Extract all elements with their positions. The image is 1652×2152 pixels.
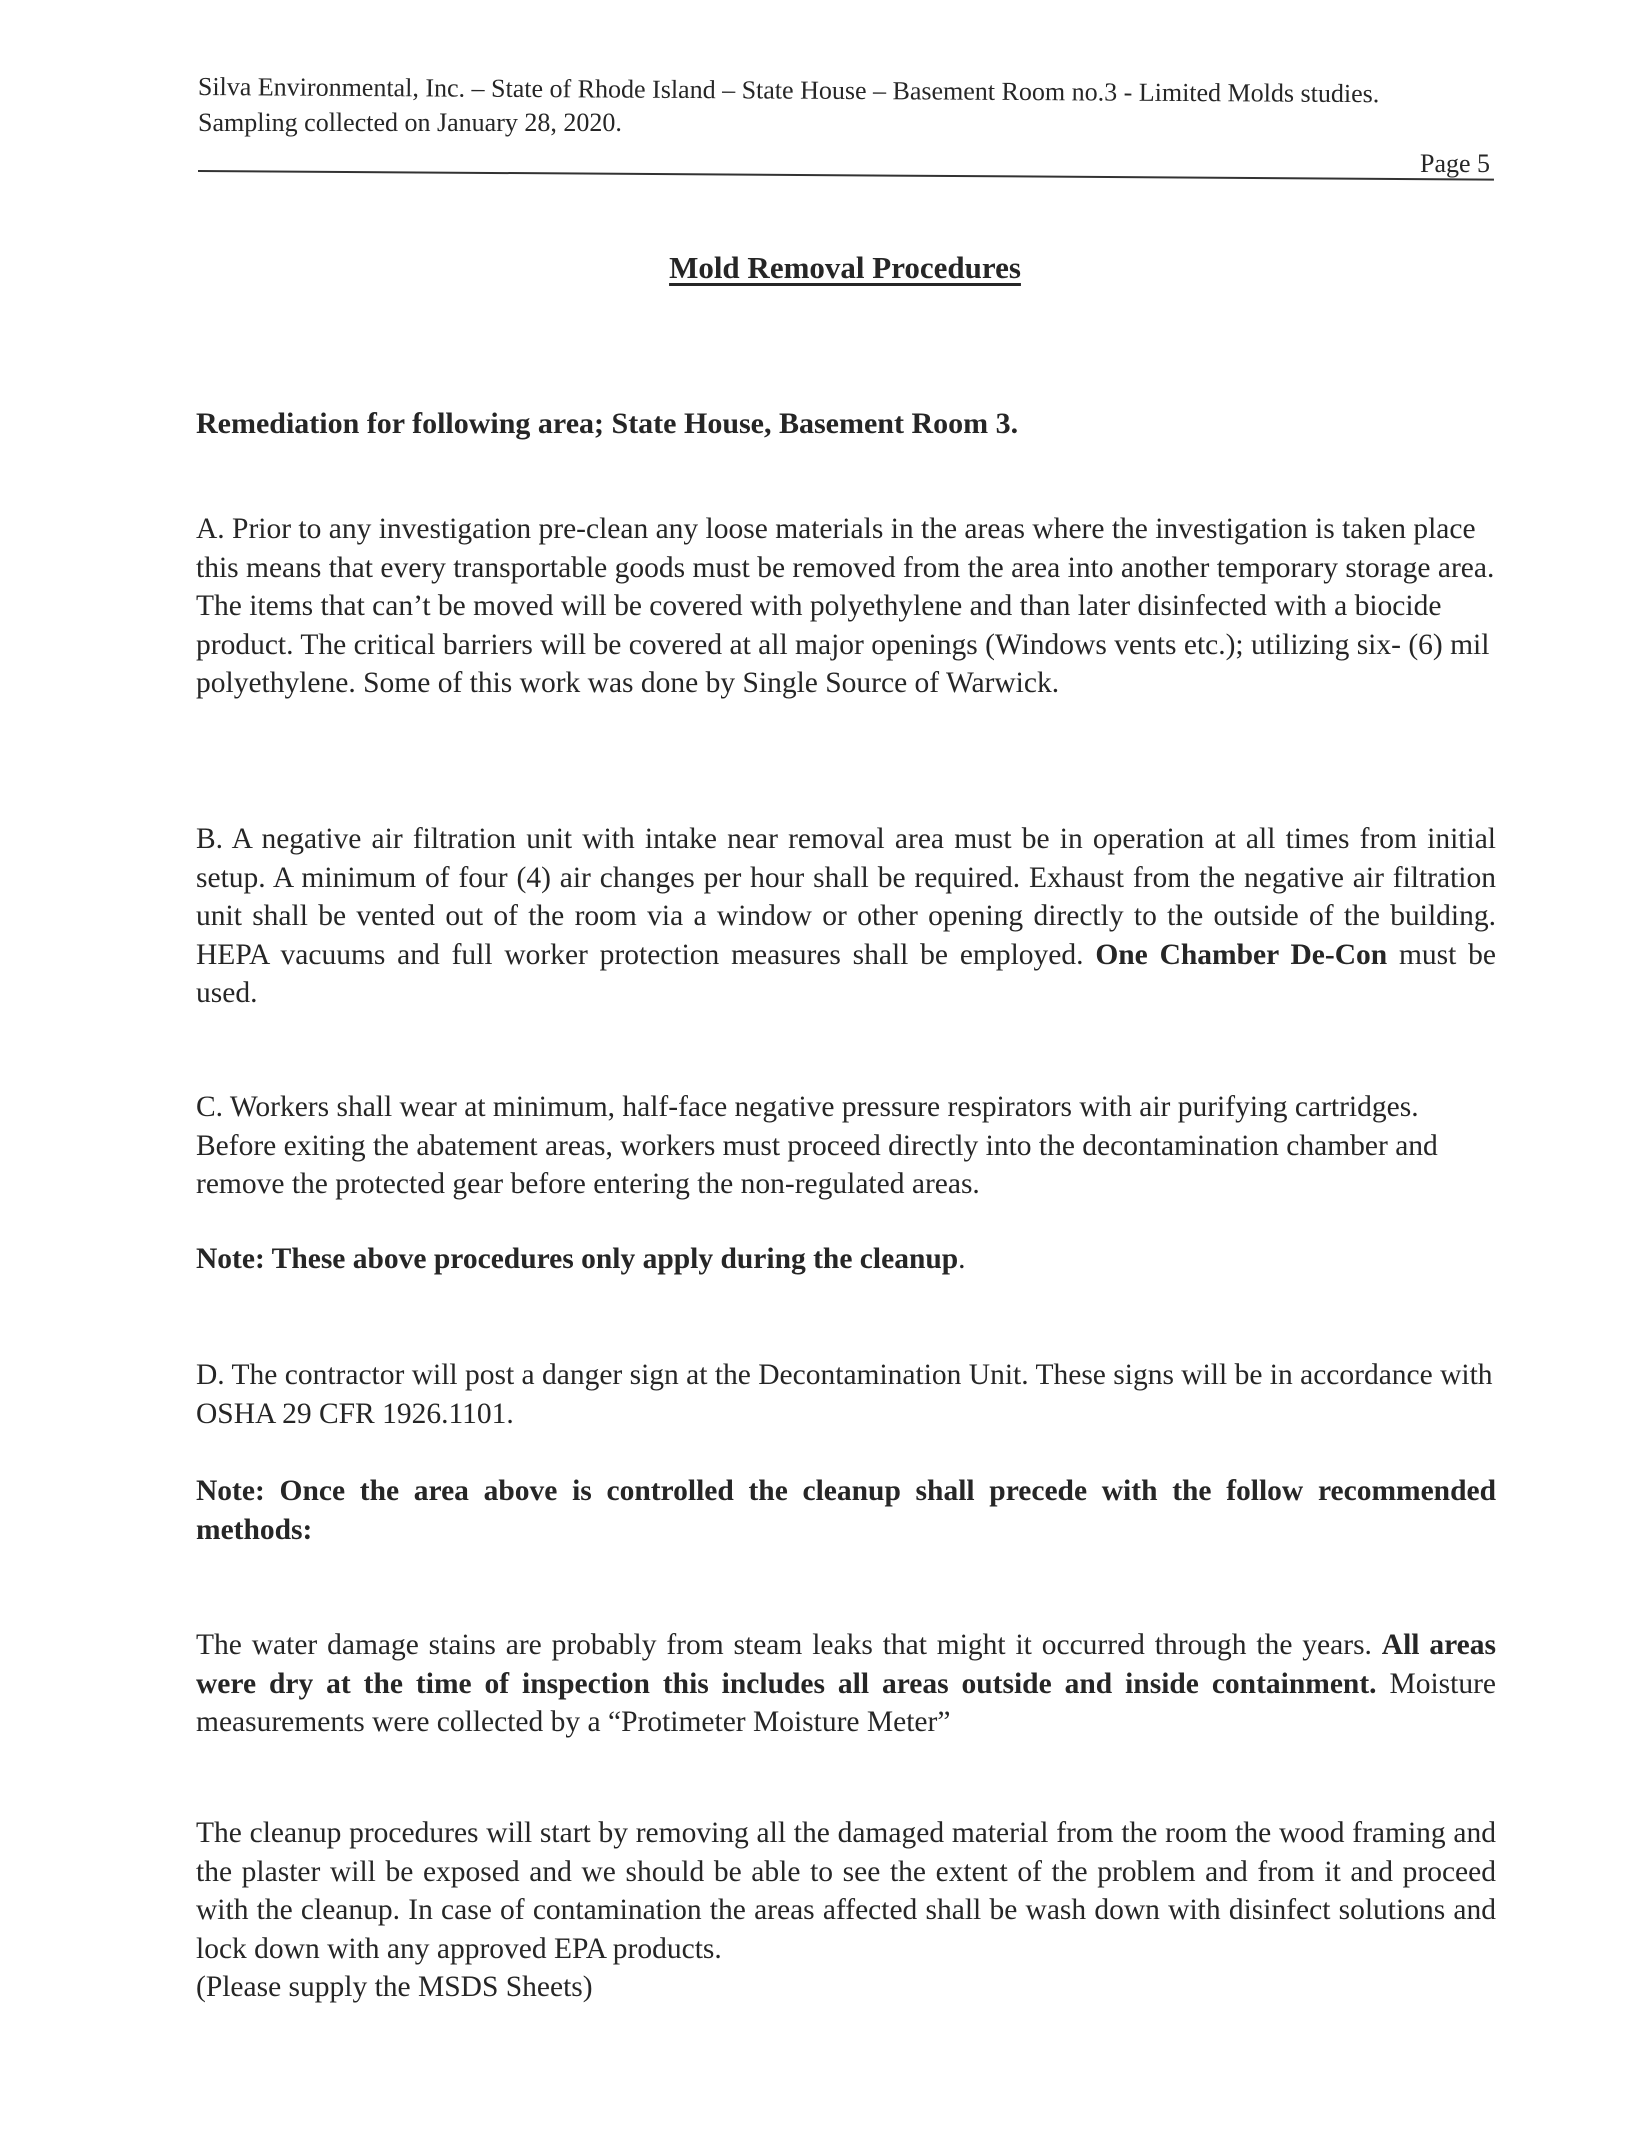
header-line-1: Silva Environmental, Inc. – State of Rhode Island – State House – Basement Room no.3 - Limited Molds studies. <box>197 72 1380 109</box>
paragraph-b-text: B. A negative air filtration unit with intake near removal area must be in operation at all times from initial setup. A minimum of four (4) air changes per hour shall be required. Exhaust from the negative air filtration unit shall be vented out of the room via a window or other opening directly to the outside of the building. HEPA vacuums and full worker protection measures shall be employed. <box>196 823 1496 971</box>
water-bold: All areas were dry at the time of inspection this includes all areas outside and inside containment. <box>196 1629 1496 1700</box>
note-procedures-tail: . <box>958 1243 966 1275</box>
note-procedures-bold: Note: These above procedures only apply during the cleanup <box>196 1243 959 1275</box>
page-title: Mold Removal Procedures <box>669 250 1021 285</box>
note-procedures <box>196 1240 1496 1279</box>
remediation-heading: Remediation for following area; State House, Basement Room 3. <box>196 407 1019 440</box>
header-rule <box>198 170 1494 181</box>
page-number: Page 5 <box>1420 149 1491 178</box>
cleanup-msds-note: (Please supply the MSDS Sheets) <box>196 1971 593 2003</box>
paragraph-water-damage <box>196 1626 1496 1742</box>
paragraph-b <box>196 820 1496 1013</box>
paragraph-cleanup <box>196 1814 1496 2007</box>
cleanup-text: The cleanup procedures will start by removing all the damaged material from the room the wood framing and the plaster will be exposed and we should be able to see the extent of the problem and from it and proceed with the cleanup. In case of contamination the areas affected shall be wash down with disinfect solutions and lock down with any approved EPA products. <box>196 1817 1496 1965</box>
header-line-2: Sampling collected on January 28, 2020. <box>198 108 622 137</box>
note-cleanup-methods: Note: Once the area above is controlled the cleanup shall precede with the follow recommended methods: <box>196 1475 1496 1546</box>
paragraph-b-tail: must be used. <box>196 938 1496 1009</box>
paragraph-a: A. Prior to any investigation pre-clean any loose materials in the areas where the investigation is taken place this means that every transportable goods must be removed from the area into another temporary storage area. The items that can’t be moved will be covered with polyethylene and than later disinfected with a biocide product. The critical barriers will be covered at all major openings (Windows vents etc.); utilizing six- (6) mil polyethylene. Some of this work was done by Single Source of Warwick. <box>196 513 1495 699</box>
paragraph-d: D. The contractor will post a danger sign at the Decontamination Unit. These signs will be in accordance with OSHA 29 CFR 1926.1101. <box>196 1359 1493 1430</box>
paragraph-c: C. Workers shall wear at minimum, half-face negative pressure respirators with air purifying cartridges. Before exiting the abatement areas, workers must proceed directly into the decontamination chamber and remove the protected gear before entering the non-regulated areas. <box>196 1091 1438 1200</box>
water-tail: Moisture measurements were collected by a “Protimeter Moisture Meter” <box>196 1667 1496 1738</box>
paragraph-b-bold: One Chamber De-Con <box>1095 938 1388 971</box>
water-text: The water damage stains are probably from steam leaks that might it occurred through the years. <box>196 1629 1382 1661</box>
